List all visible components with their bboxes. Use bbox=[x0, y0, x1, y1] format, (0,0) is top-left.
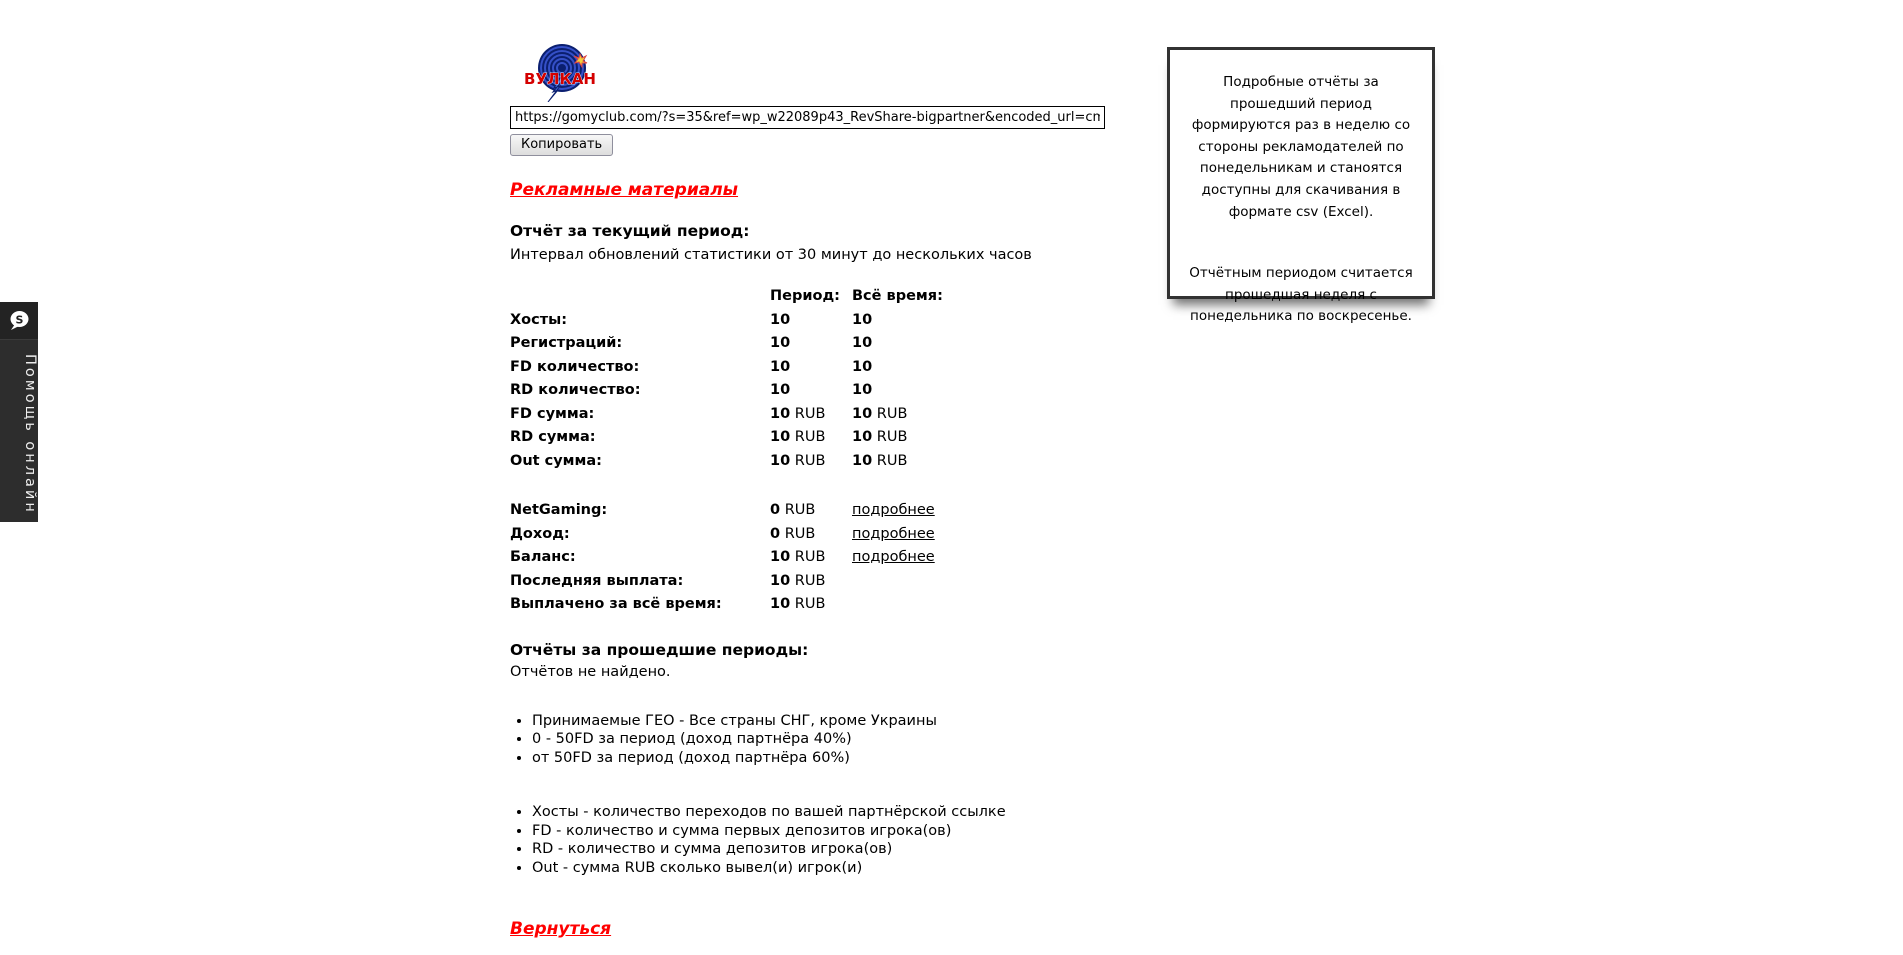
stat-value: 10 bbox=[852, 358, 873, 375]
total-row-label: NetGaming: bbox=[510, 502, 608, 518]
glossary-list-item: • Хосты - количество переходов по вашей партнёрской ссылке bbox=[532, 803, 1130, 822]
referral-url-input[interactable] bbox=[510, 106, 1105, 129]
stat-alltime-value bbox=[852, 332, 1130, 356]
stat-alltime-value bbox=[852, 450, 1130, 474]
stat-value: 0 bbox=[770, 502, 781, 518]
stat-value: 10 bbox=[770, 452, 791, 469]
glossary-list bbox=[532, 803, 1130, 877]
vulkan-logo-icon bbox=[524, 42, 596, 102]
total-row-label: Последняя выплата: bbox=[510, 572, 684, 589]
stat-row-label: Хосты: bbox=[510, 311, 568, 328]
promo-materials-link[interactable]: Рекламные материалы bbox=[510, 180, 739, 200]
vulkan-logo bbox=[524, 42, 596, 102]
details-link[interactable]: подробнее bbox=[852, 549, 935, 565]
online-help-label: Помощь онлайн bbox=[22, 353, 38, 515]
column-header-period: Период: bbox=[770, 288, 840, 304]
stat-value: 10 bbox=[852, 429, 873, 445]
info-box-paragraph-1: Подробные отчёты за прошедший период формируются раз в неделю со стороны рекламодателей по понедельникам и станоятся доступны для скачивания в формате csv (Excel). bbox=[1191, 74, 1411, 220]
total-row-label: Выплачено за всё время: bbox=[510, 596, 722, 612]
svg-text:ВУЛКАН: ВУЛКАН bbox=[524, 70, 596, 88]
currency-unit: RUB bbox=[872, 452, 908, 469]
stat-row-label: RD сумма: bbox=[510, 429, 596, 445]
stat-row-label: RD количество: bbox=[510, 382, 641, 398]
current-report-subtitle: Интервал обновлений статистики от 30 минут до нескольких часов bbox=[510, 247, 1032, 263]
stat-value: 10 bbox=[852, 335, 873, 351]
currency-unit: RUB bbox=[872, 429, 908, 445]
currency-unit: RUB bbox=[790, 452, 826, 469]
total-link-cell bbox=[852, 499, 1130, 523]
online-help-widget[interactable] bbox=[0, 302, 38, 522]
weekly-reports-info-box bbox=[1167, 47, 1435, 325]
stat-alltime-value bbox=[852, 356, 1130, 380]
past-reports-empty-text: Отчётов не найдено. bbox=[510, 663, 671, 680]
currency-unit: RUB bbox=[790, 572, 826, 589]
stat-row-label: FD количество: bbox=[510, 358, 640, 375]
total-link-cell bbox=[852, 546, 1130, 570]
table-corner bbox=[510, 285, 770, 309]
total-link-cell bbox=[852, 523, 1130, 547]
details-link[interactable]: подробнее bbox=[852, 525, 935, 542]
back-link[interactable]: Вернуться bbox=[510, 919, 612, 939]
stat-period-value bbox=[770, 356, 852, 380]
currency-unit: RUB bbox=[790, 405, 826, 422]
stat-value: 10 bbox=[770, 572, 791, 589]
stat-alltime-value bbox=[852, 403, 1130, 427]
terms-list-item: • Принимаемые ГЕО - Все страны СНГ, кроме Украины bbox=[532, 712, 1130, 731]
stat-period-value bbox=[770, 426, 852, 450]
currency-unit: RUB bbox=[790, 549, 826, 565]
past-reports-title: Отчёты за прошедшие периоды: bbox=[510, 640, 809, 659]
terms-list-item: • 0 - 50FD за период (доход партнёра 40%) bbox=[532, 730, 1130, 749]
stat-period-value bbox=[770, 450, 852, 474]
current-report-title: Отчёт за текущий период: bbox=[510, 222, 750, 240]
stat-value: 10 bbox=[770, 358, 791, 375]
stat-alltime-value bbox=[852, 309, 1130, 333]
glossary-list-item: • RD - количество и сумма депозитов игрока(ов) bbox=[532, 840, 1130, 859]
totals-table bbox=[510, 499, 1130, 617]
chat-bubble-icon[interactable] bbox=[0, 302, 38, 340]
stat-period-value bbox=[770, 379, 852, 403]
stat-value: 10 bbox=[770, 335, 791, 351]
terms-list-item: • от 50FD за период (доход партнёра 60%) bbox=[532, 749, 1130, 768]
stat-row-label: FD сумма: bbox=[510, 405, 595, 422]
stat-value: 10 bbox=[770, 382, 791, 398]
stat-value: 10 bbox=[852, 311, 873, 328]
terms-list bbox=[532, 712, 1130, 768]
stat-value: 10 bbox=[852, 452, 873, 469]
svg-text:S: S bbox=[15, 313, 24, 326]
stat-value: 10 bbox=[770, 405, 791, 422]
stat-period-value bbox=[770, 403, 852, 427]
glossary-list-item: • Out - сумма RUB сколько вывел(и) игрок(и) bbox=[532, 859, 1130, 878]
total-value bbox=[770, 593, 852, 617]
total-link-cell bbox=[852, 570, 1130, 594]
total-value bbox=[770, 523, 852, 547]
column-header-alltime: Всё время: bbox=[852, 288, 943, 304]
stat-row-label: Регистраций: bbox=[510, 335, 623, 351]
currency-unit: RUB bbox=[790, 429, 826, 445]
stat-value: 10 bbox=[852, 382, 873, 398]
total-row-label: Доход: bbox=[510, 525, 570, 542]
stat-row-label: Out сумма: bbox=[510, 452, 602, 469]
stat-value: 10 bbox=[770, 549, 791, 565]
currency-unit: RUB bbox=[780, 502, 816, 518]
total-link-cell bbox=[852, 593, 1130, 617]
total-value bbox=[770, 546, 852, 570]
current-report-table bbox=[510, 285, 1130, 473]
currency-unit: RUB bbox=[790, 596, 826, 612]
stat-period-value bbox=[770, 332, 852, 356]
details-link[interactable]: подробнее bbox=[852, 502, 935, 518]
total-value bbox=[770, 499, 852, 523]
main-content bbox=[510, 42, 1130, 939]
total-row-label: Баланс: bbox=[510, 549, 576, 565]
glossary-list-item: • FD - количество и сумма первых депозитов игрока(ов) bbox=[532, 822, 1130, 841]
stat-value: 0 bbox=[770, 525, 781, 542]
currency-unit: RUB bbox=[780, 525, 816, 542]
copy-button[interactable]: Копировать bbox=[510, 134, 613, 156]
stat-alltime-value bbox=[852, 379, 1130, 403]
stat-value: 10 bbox=[770, 429, 791, 445]
stat-value: 10 bbox=[770, 311, 791, 328]
currency-unit: RUB bbox=[872, 405, 908, 422]
total-value bbox=[770, 570, 852, 594]
stat-value: 10 bbox=[852, 405, 873, 422]
stat-value: 10 bbox=[770, 596, 791, 612]
stat-alltime-value bbox=[852, 426, 1130, 450]
stat-period-value bbox=[770, 309, 852, 333]
info-box-paragraph-2: Отчётным периодом считается прошедшая неделя с понедельника по воскресенье. bbox=[1189, 265, 1413, 325]
